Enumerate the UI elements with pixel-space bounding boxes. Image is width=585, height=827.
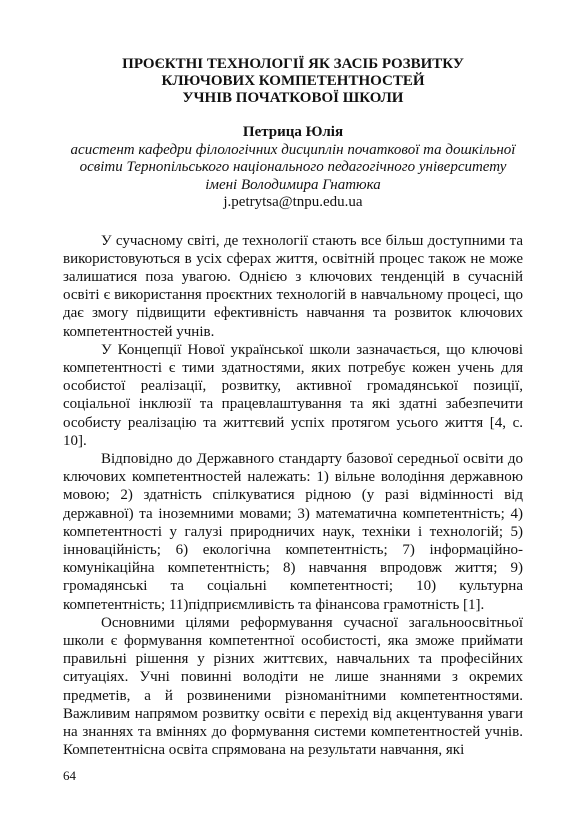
author-email: j.petrytsa@tnpu.edu.ua: [223, 194, 363, 210]
body-paragraph-1: У сучасному світі, де технології стають все більш доступними та використовуються в усіх сферах життя, освітній процес також не може залишатися поза увагою. Однією з ключових тенденцій в сучасній освіті є використання проєктних технологій в навчальному процесі, що дає змогу підвищити ефективність навчання та розвиток ключових компетентностей учнів.: [63, 232, 523, 340]
author-affiliation-line-2: освіти Тернопільського національного педагогічного університету: [79, 159, 507, 175]
article-body: [63, 232, 523, 760]
author-name: Петрица Юлія: [242, 124, 344, 140]
title-line-2: КЛЮЧОВИХ КОМПЕТЕНТНОСТЕЙ: [161, 73, 425, 89]
title-line-3: УЧНІВ ПОЧАТКОВОЇ ШКОЛИ: [182, 90, 404, 106]
body-paragraph-2: У Концепції Нової української школи зазначається, що ключові компетентності є тими здатностями, яких потребує кожен учень для особистої реалізації, розвитку, активної громадянської позиції, соціальної інклюзії та працевлаштування та які здатні забезпечити особисту реалізацію та життєвий успіх протягом усього життя [4, с. 10].: [63, 341, 523, 449]
author-affiliation-line-3: імені Володимира Гнатюка: [205, 176, 381, 193]
page-number: 64: [63, 768, 76, 783]
title-line-1: ПРОЄКТНІ ТЕХНОЛОГІЇ ЯК ЗАСІБ РОЗВИТКУ: [122, 56, 464, 72]
author-block: [63, 124, 523, 212]
body-paragraph-4: Основними цілями реформування сучасної загальноосвітньої школи є формування компетентної особистості, яка зможе приймати правильні рішення у різних життєвих, навчальних та професійних ситуаціях. Учні повинні володіти не лише знаннями з окремих предметів, а й розвиненими різноманітними компетентностями. Важливим напрямом розвитку освіти є перехід від акцентування уваги на знаннях та вміннях до формування системи компетентностей учнів. Компетентнісна освіта спрямована на результати навчання, які: [63, 614, 523, 759]
author-affiliation-line-1: асистент кафедри філологічних дисциплін початкової та дошкільної: [70, 141, 516, 158]
article-title: [63, 56, 523, 107]
body-paragraph-3: Відповідно до Державного стандарту базової середньої освіти до ключових компетентностей належать: 1) вільне володіння державною мовою; 2) здатність спілкуватися рідною (у разі відмінності від державної) та іноземними мовами; 3) математична компетентність; 4) компетентності у галузі природничих наук, техніки і технологій; 5) інноваційність; 6) екологічна компетентність; 7) інформаційно-комунікаційна компетентність; 8) навчання впродовж життя; 9) громадянські та соціальні компетентності; 10) культурна компетентність; 11)підприємливість та фінансова грамотність [1].: [63, 450, 523, 613]
article-page: [63, 56, 523, 759]
